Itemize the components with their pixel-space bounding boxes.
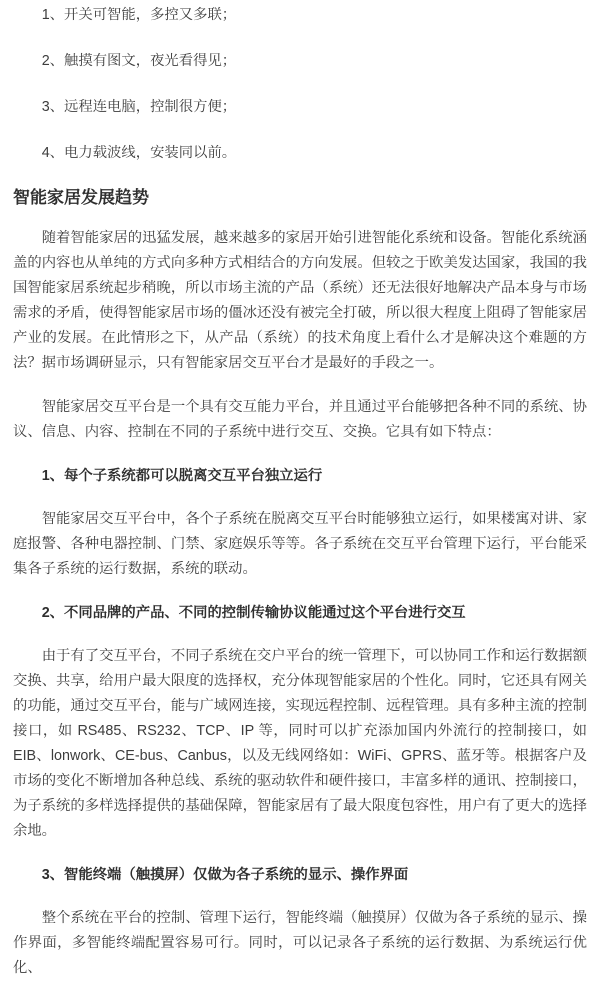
intro-line-4: 4、电力载波线，安装同以前。 (41, 145, 237, 161)
paragraph-overview: 随着智能家居的迅猛发展，越来越多的家居开始引进智能化系统和设备。智能化系统涵盖的内容也从单纯的方式向多种方式相结合的方向发展。但较之于欧美发达国家，我国的我国智能家居系统起步稍晚，所以市场主流的产品（系统）还无法很好地解决产品本身与市场需求的矛盾，使得智能家居市场的僵冰还没有被完全打破，所以很大程度上阻碍了智能家居产业的发展。在此情形之下，从产品（系统）的技术角度上看什么才是解决这个难题的方法？据市场调研显示，只有智能家居交互平台才是最好的手段之一。 (13, 230, 587, 371)
paragraph-feature-1: 智能家居交互平台中，各个子系统在脱离交互平台时能够独立运行，如果楼寓对讲、家庭报警、各种电器控制、门禁、家庭娱乐等等。各子系统在交互平台管理下运行，平台能采集各子系统的运行数据，系统的联动。 (13, 511, 587, 577)
intro-line-3: 3、远程连电脑，控制很方便； (41, 99, 237, 115)
section-title: 智能家居发展趋势 (13, 188, 149, 207)
paragraph-feature-2: 由于有了交互平台，不同子系统在交户平台的统一管理下，可以协同工作和运行数据额交换、共享，给用户最大限度的选择权，充分体现智能家居的个性化。同时，它还具有网关的功能，通过交互平台，能与广域网连接，实现远程控制、远程管理。具有多种主流的控制接口，如 RS485、RS232、TCP、IP 等，同时可以扩充添加国内外流行的控制接口，如 EIB、lonwork、CE-bus、Canbus，以及无线网络如：WiFi、GPRS、蓝牙等。根据客户及市场的变化不断增加各种总线、系统的驱动软件和硬件接口，丰富多样的通讯、控制接口，为子系统的多样选择提供的基础保障，智能家居有了最大限度包容性，用户有了更大的选择余地。 (13, 648, 587, 839)
subheading-feature-1: 1、每个子系统都可以脱离交互平台独立运行 (41, 468, 323, 484)
subheading-feature-3: 3、智能终端（触摸屏）仅做为各子系统的显示、操作界面 (41, 867, 409, 883)
intro-line-1: 1、开关可智能，多控又多联； (41, 7, 237, 23)
intro-line-2: 2、触摸有图文，夜光看得见； (41, 53, 237, 69)
paragraph-platform-intro: 智能家居交互平台是一个具有交互能力平台，并且通过平台能够把各种不同的系统、协议、信息、内容、控制在不同的子系统中进行交互、交换。它具有如下特点： (13, 399, 587, 440)
subheading-feature-2: 2、不同品牌的产品、不同的控制传输协议能通过这个平台进行交互 (41, 605, 466, 621)
paragraph-feature-3: 整个系统在平台的控制、管理下运行，智能终端（触摸屏）仅做为各子系统的显示、操作界面，多智能终端配置容易可行。同时，可以记录各子系统的运行数据、为系统运行优化、 (13, 910, 587, 976)
